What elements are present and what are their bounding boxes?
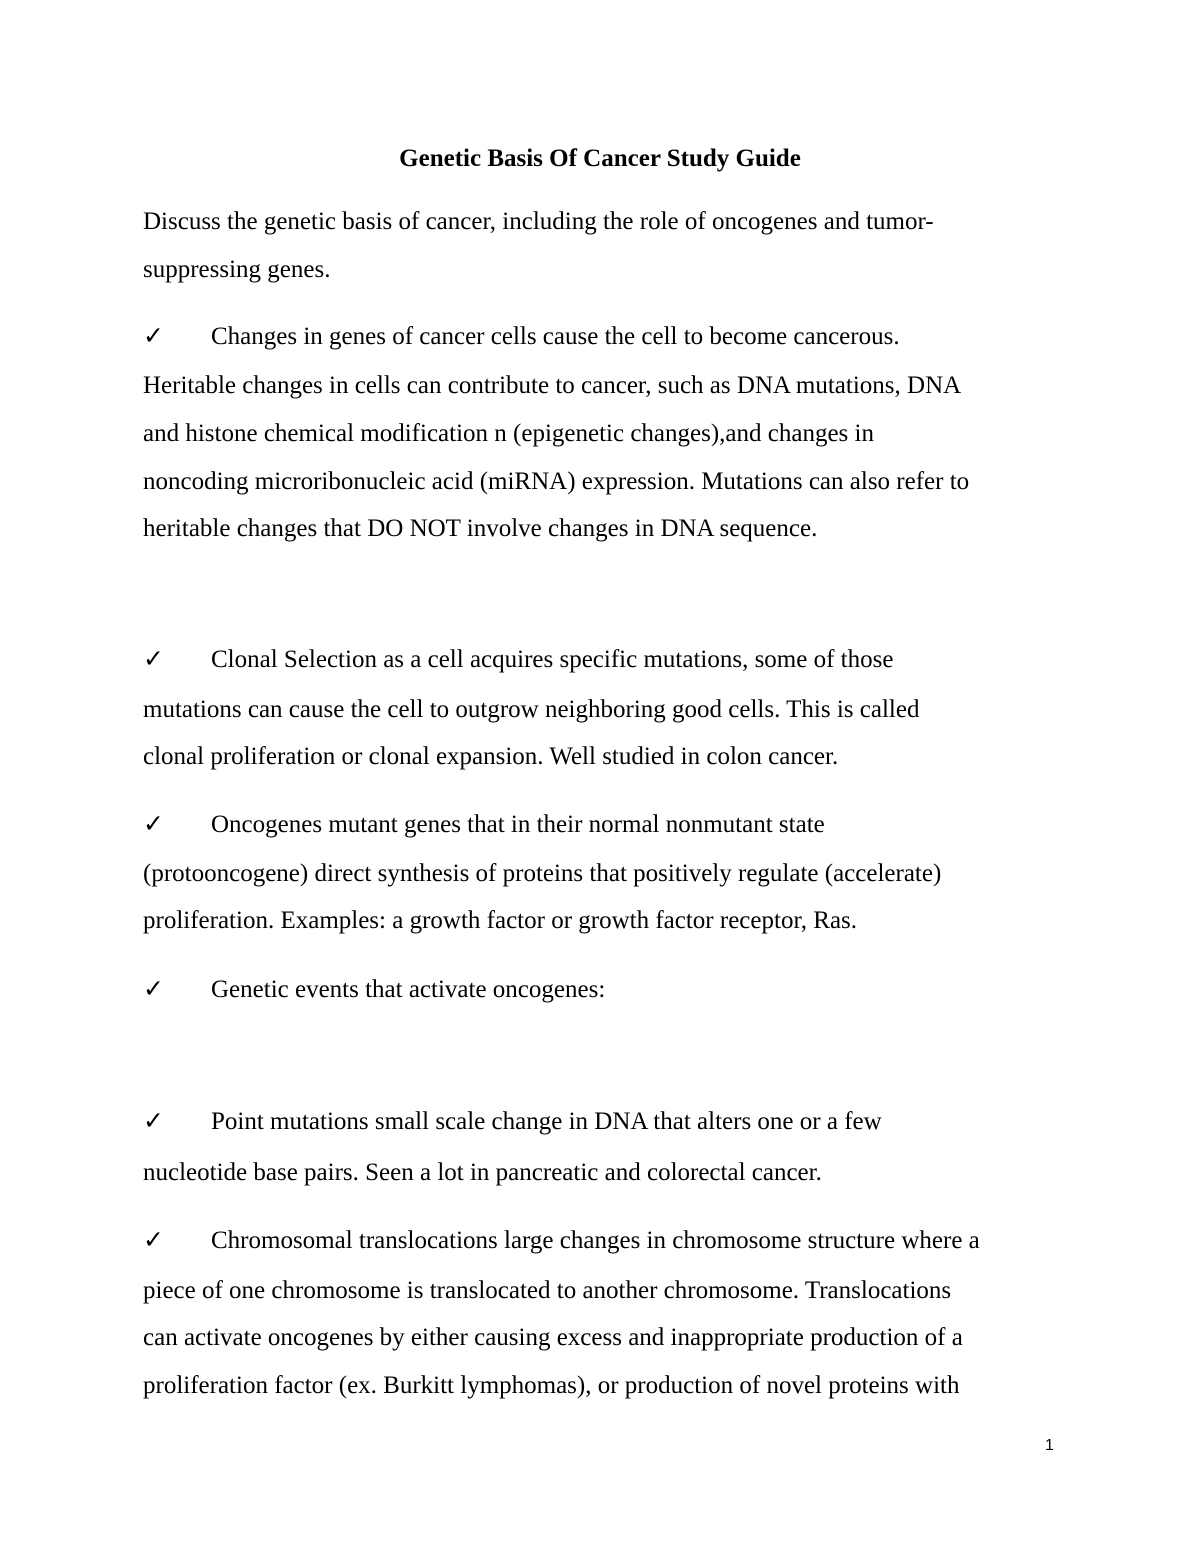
intro-line: Discuss the genetic basis of cancer, including the role of oncogenes and tumor-	[143, 208, 934, 235]
paragraph-line: piece of one chromosome is translocated to another chromosome. Translocations	[143, 1277, 952, 1304]
paragraph-line: heritable changes that DO NOT involve changes in DNA sequence.	[143, 515, 818, 542]
bullet-text: Oncogenes mutant genes that in their normal nonmutant state	[211, 811, 825, 838]
bullet-item	[143, 973, 605, 1007]
bullet-item	[143, 320, 900, 354]
checkmark-icon: ✓	[143, 1108, 164, 1135]
bullet-text: Genetic events that activate oncogenes:	[211, 976, 606, 1003]
bullet-text: Point mutations small scale change in DNA that alters one or a few	[211, 1108, 882, 1135]
intro-line: suppressing genes.	[143, 256, 331, 283]
checkmark-icon: ✓	[143, 1227, 164, 1254]
checkmark-icon: ✓	[143, 976, 164, 1003]
bullet-item	[143, 1224, 980, 1258]
checkmark-icon: ✓	[143, 811, 164, 838]
checkmark-icon: ✓	[143, 646, 164, 673]
paragraph-line: noncoding microribonucleic acid (miRNA) expression. Mutations can also refer to	[143, 468, 970, 495]
paragraph-line: proliferation. Examples: a growth factor or growth factor receptor, Ras.	[143, 907, 858, 934]
document-title: Genetic Basis Of Cancer Study Guide	[399, 145, 801, 172]
bullet-item	[143, 643, 893, 677]
bullet-text: Clonal Selection as a cell acquires specific mutations, some of those	[211, 646, 894, 673]
bullet-item	[143, 808, 825, 842]
paragraph-line: nucleotide base pairs. Seen a lot in pancreatic and colorectal cancer.	[143, 1159, 822, 1186]
bullet-text: Chromosomal translocations large changes in chromosome structure where a	[211, 1227, 980, 1254]
paragraph-line: Heritable changes in cells can contribute to cancer, such as DNA mutations, DNA	[143, 372, 962, 399]
bullet-item	[143, 1105, 882, 1139]
paragraph-line: proliferation factor (ex. Burkitt lymphomas), or production of novel proteins with	[143, 1372, 960, 1399]
bullet-text: Changes in genes of cancer cells cause the cell to become cancerous.	[211, 323, 900, 350]
page-number: 1	[1045, 1437, 1054, 1454]
paragraph-line: can activate oncogenes by either causing excess and inappropriate production of a	[143, 1324, 963, 1351]
paragraph-line: (protooncogene) direct synthesis of proteins that positively regulate (accelerate)	[143, 860, 942, 887]
paragraph-line: mutations can cause the cell to outgrow neighboring good cells. This is called	[143, 696, 920, 723]
paragraph-line: clonal proliferation or clonal expansion. Well studied in colon cancer.	[143, 743, 839, 770]
paragraph-line: and histone chemical modification n (epigenetic changes),and changes in	[143, 420, 874, 447]
checkmark-icon: ✓	[143, 323, 164, 350]
